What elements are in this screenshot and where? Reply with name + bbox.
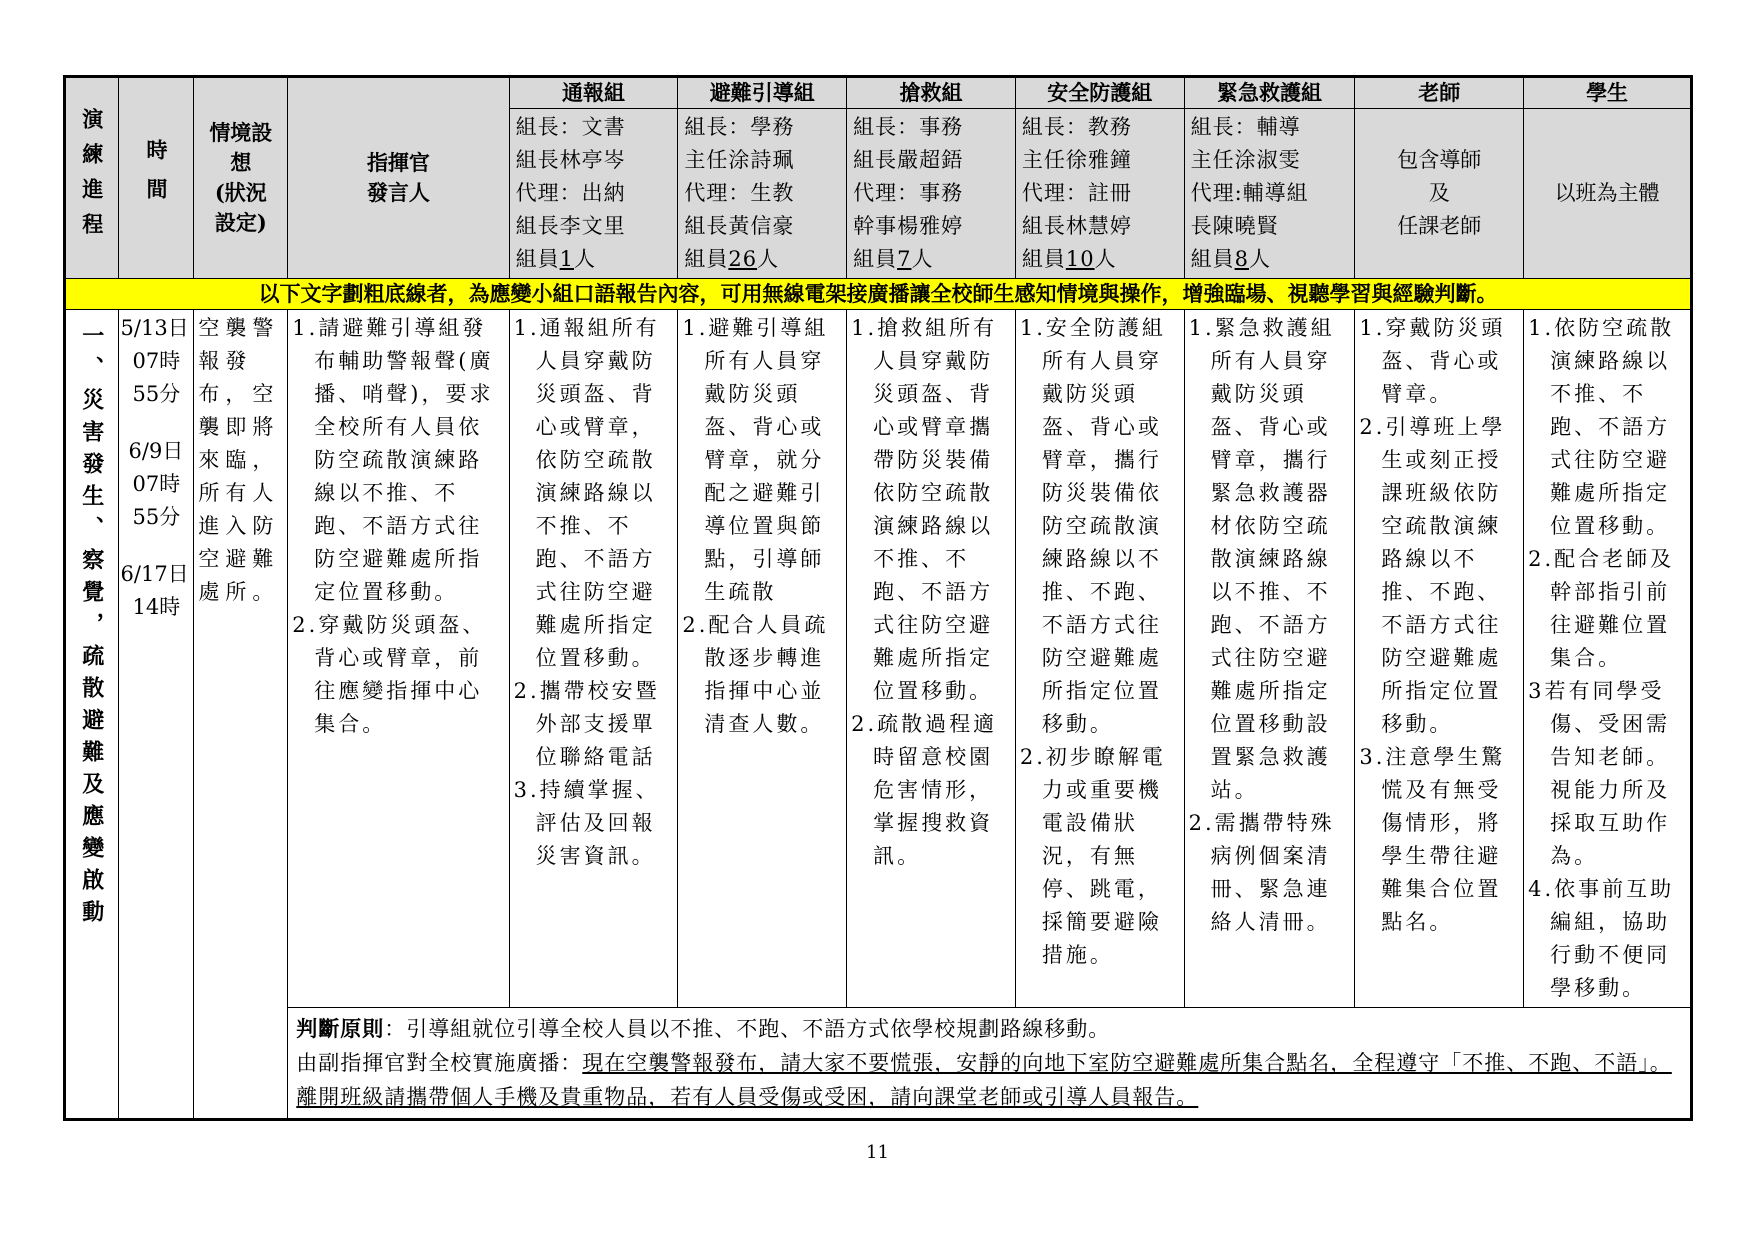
time-cell bbox=[118, 310, 194, 1120]
header-commander-l2: 發言人 bbox=[366, 180, 430, 205]
page-number: 11 bbox=[866, 1142, 889, 1163]
teacher-item: 3.注意學生驚慌及有無受傷情形，將學生帶往避難集合位置點名。 bbox=[1359, 745, 1506, 934]
student-item: 4.依事前互助編組，協助行動不便同學移動。 bbox=[1528, 877, 1675, 1000]
member-count: 8 bbox=[1234, 247, 1249, 271]
teacher-scope-l2: 及 bbox=[1428, 181, 1450, 205]
leader-line: 組長林慧婷 bbox=[1021, 214, 1132, 238]
header-time bbox=[118, 77, 194, 279]
leader-line: 組長林亭岑 bbox=[515, 148, 626, 172]
medical-item: 1.緊急救護組所有人員穿戴防災頭盔、背心或臂章，攜行緊急救護器材依防空疏散演練路線以不推、不跑、不語方式往防空避難處所指定位置移動設置緊急救護站。 bbox=[1188, 316, 1335, 802]
member-prefix: 組員 bbox=[1190, 247, 1235, 271]
member-count-line bbox=[516, 243, 672, 276]
student-scope-l1: 以班為主體 bbox=[1554, 181, 1660, 205]
report-item: 1.通報組所有人員穿戴防災頭盔、背心或臂章，依防空疏散演練路線以不推、不跑、不語方式往防空避難處所指定位置移動。 bbox=[513, 316, 660, 670]
teacher-scope-l1: 包含導師 bbox=[1397, 148, 1482, 172]
judgement-cell bbox=[288, 1008, 1692, 1120]
drill-table bbox=[63, 75, 1693, 1121]
judgement-label: 判斷原則 bbox=[296, 1016, 385, 1041]
member-suffix: 人 bbox=[573, 247, 596, 271]
stage-label: 一、災害發生、察覺，疏散避難及應變啟動 bbox=[78, 324, 105, 932]
commander-item: 1.請避難引導組發布輔助警報聲(廣播、哨聲)，要求全校所有人員依防空疏散演練路線以不推、不跑、不語方式往防空避難處所指定位置移動。 bbox=[292, 316, 494, 604]
header-group-report: 通報組 bbox=[509, 77, 678, 109]
leader-line: 組長：文書 bbox=[515, 115, 626, 139]
leader-line: 組長：輔導 bbox=[1190, 115, 1301, 139]
teacher-item: 2.引導班上學生或刻正授課班級依防空疏散演練路線以不推、不跑、不語方式往防空避難處所指定位置移動。 bbox=[1359, 415, 1506, 736]
safety-item: 1.安全防護組所有人員穿戴防災頭盔、背心或臂章，攜行防災裝備依防空疏散演練路線以不推、不跑、不語方式往防空避難處所指定位置移動。 bbox=[1019, 316, 1166, 736]
member-suffix: 人 bbox=[1094, 247, 1117, 271]
scenario-cell: 空襲警報發布，空襲即將來臨，所有人進入防空避難處所。 bbox=[194, 310, 288, 1120]
date-line: 55分 bbox=[132, 505, 181, 529]
header-teacher: 老師 bbox=[1355, 77, 1524, 109]
header-stage-label: 演練進程 bbox=[79, 108, 105, 248]
rescue-cell bbox=[847, 310, 1016, 1008]
notice-row bbox=[65, 279, 1692, 310]
date-line: 07時 bbox=[132, 349, 181, 373]
header-student: 學生 bbox=[1524, 77, 1692, 109]
member-count: 1 bbox=[559, 247, 574, 271]
guide-item: 1.避難引導組所有人員穿戴防災頭盔、背心或臂章，就分配之避難引導位置與節點，引導師生疏散 bbox=[682, 316, 829, 604]
report-item: 3.持續掌握、評估及回報災害資訊。 bbox=[513, 778, 660, 868]
leader-rescue bbox=[847, 109, 1016, 279]
header-commander bbox=[288, 77, 509, 279]
member-count-line bbox=[1022, 243, 1178, 276]
leader-guide bbox=[678, 109, 847, 279]
member-suffix: 人 bbox=[1248, 247, 1271, 271]
header-scenario bbox=[194, 77, 288, 279]
date-line: 6/17日 bbox=[120, 562, 189, 586]
student-cell bbox=[1524, 310, 1692, 1008]
member-count-line bbox=[1191, 243, 1349, 276]
header-stage bbox=[65, 77, 119, 279]
leader-report bbox=[509, 109, 678, 279]
header-scenario-l1: 情境設 bbox=[209, 120, 273, 145]
medical-item: 2.需攜帶特殊病例個案清冊、緊急連絡人清冊。 bbox=[1188, 811, 1335, 934]
header-group-medical: 緊急救護組 bbox=[1184, 77, 1355, 109]
teacher-scope-l3: 任課老師 bbox=[1397, 214, 1482, 238]
student-item: 3若有同學受傷、受困需告知老師。視能力所及採取互助作為。 bbox=[1528, 679, 1671, 868]
member-prefix: 組員 bbox=[1021, 247, 1066, 271]
teacher-item: 1.穿戴防災頭盔、背心或臂章。 bbox=[1359, 316, 1506, 406]
teacher-scope bbox=[1355, 109, 1524, 279]
leader-line: 長陳曉賢 bbox=[1190, 214, 1279, 238]
leader-line: 組長：學務 bbox=[684, 115, 795, 139]
broadcast-prefix: 由副指揮官對全校實施廣播： bbox=[296, 1051, 583, 1075]
header-time-label: 時間 bbox=[143, 139, 169, 217]
safety-item: 2.初步瞭解電力或重要機電設備狀況，有無停、跳電，採簡要避險措施。 bbox=[1019, 745, 1166, 967]
broadcast-text: 現在空襲警報發布，請大家不要慌張，安靜的向地下室防空避難處所集合點名，全程遵守「不推、不跑、不語」。離開班級請攜帶個人手機及貴重物品，若有人員受傷或受困，請向課堂老師或引導人員報告。 bbox=[296, 1051, 1672, 1109]
leader-line: 主任涂詩珮 bbox=[684, 148, 795, 172]
medical-cell bbox=[1184, 310, 1355, 1008]
judgement-principle bbox=[296, 1012, 1682, 1046]
judgement-text: ：引導組就位引導全校人員以不推、不跑、不語方式依學校規劃路線移動。 bbox=[384, 1017, 1111, 1041]
student-item: 2.配合老師及幹部指引前往避難位置集合。 bbox=[1528, 547, 1675, 670]
guide-item: 2.配合人員疏散逐步轉進指揮中心並清查人數。 bbox=[682, 613, 829, 736]
leader-line: 主任涂淑雯 bbox=[1190, 148, 1301, 172]
member-prefix: 組員 bbox=[684, 247, 729, 271]
member-prefix: 組員 bbox=[515, 247, 560, 271]
member-count: 26 bbox=[728, 247, 758, 271]
report-item: 2.攜帶校安暨外部支援單位聯絡電話 bbox=[513, 679, 660, 769]
leader-line: 代理：出納 bbox=[515, 181, 626, 205]
date-line: 07時 bbox=[132, 472, 181, 496]
commander-item: 2.穿戴防災頭盔、背心或臂章，前往應變指揮中心集合。 bbox=[292, 613, 487, 736]
student-scope bbox=[1524, 109, 1692, 279]
date-line: 6/9日 bbox=[128, 439, 184, 463]
date-line: 5/13日 bbox=[120, 316, 189, 340]
rescue-item: 2.疏散過程適時留意校園危害情形，掌握搜救資訊。 bbox=[851, 712, 998, 868]
drill-table-sheet bbox=[63, 75, 1693, 1121]
date-gap bbox=[121, 411, 192, 435]
report-cell bbox=[509, 310, 678, 1008]
guide-cell bbox=[678, 310, 847, 1008]
notice-text: 以下文字劃粗底線者，為應變小組口語報告內容，可用無線電架接廣播讓全校師生感知情境與操作，增強臨場、視聽學習與經驗判斷。 bbox=[65, 279, 1692, 310]
header-group-rescue: 搶救組 bbox=[847, 77, 1016, 109]
leader-medical bbox=[1184, 109, 1355, 279]
student-item: 1.依防空疏散演練路線以不推、不跑、不語方式往防空避難處所指定位置移動。 bbox=[1528, 316, 1675, 538]
header-row-groups bbox=[65, 77, 1692, 109]
date-line: 14時 bbox=[132, 595, 181, 619]
leader-line: 組長黃信豪 bbox=[684, 214, 795, 238]
leader-safety bbox=[1015, 109, 1184, 279]
leader-line: 主任徐雅鐘 bbox=[1021, 148, 1132, 172]
leader-line: 組長：教務 bbox=[1021, 115, 1132, 139]
leader-line: 代理：事務 bbox=[853, 181, 964, 205]
commander-cell bbox=[288, 310, 509, 1008]
rescue-item: 1.搶救組所有人員穿戴防災頭盔、背心或臂章攜帶防災裝備依防空疏散演練路線以不推、不跑、不語方式往防空避難處所指定位置移動。 bbox=[851, 316, 998, 703]
member-count: 7 bbox=[897, 247, 912, 271]
member-count: 10 bbox=[1065, 247, 1095, 271]
leader-line: 代理：生教 bbox=[684, 181, 795, 205]
header-scenario-l3: (狀況 bbox=[214, 180, 267, 205]
judgement-row bbox=[65, 1008, 1692, 1120]
date-line: 55分 bbox=[132, 382, 181, 406]
member-suffix: 人 bbox=[757, 247, 780, 271]
safety-cell bbox=[1015, 310, 1184, 1008]
header-group-safety: 安全防護組 bbox=[1015, 77, 1184, 109]
judgement-broadcast bbox=[296, 1046, 1682, 1114]
header-commander-l1: 指揮官 bbox=[366, 150, 430, 175]
leader-line: 組長：事務 bbox=[853, 115, 964, 139]
member-count-line bbox=[684, 243, 840, 276]
date-gap bbox=[121, 534, 192, 558]
header-scenario-l4: 設定) bbox=[214, 210, 267, 235]
leader-line: 代理：註冊 bbox=[1021, 181, 1132, 205]
member-count-line bbox=[853, 243, 1009, 276]
member-prefix: 組員 bbox=[853, 247, 898, 271]
body-row bbox=[65, 310, 1692, 1008]
leader-line: 組長嚴超鋙 bbox=[853, 148, 964, 172]
leader-line: 代理:輔導組 bbox=[1190, 181, 1309, 205]
leader-line: 幹事楊雅婷 bbox=[853, 214, 964, 238]
leader-line: 組長李文里 bbox=[515, 214, 626, 238]
header-group-guide: 避難引導組 bbox=[678, 77, 847, 109]
stage-cell bbox=[65, 310, 119, 1120]
teacher-cell bbox=[1355, 310, 1524, 1008]
header-scenario-l2: 想 bbox=[230, 150, 252, 175]
member-suffix: 人 bbox=[911, 247, 934, 271]
